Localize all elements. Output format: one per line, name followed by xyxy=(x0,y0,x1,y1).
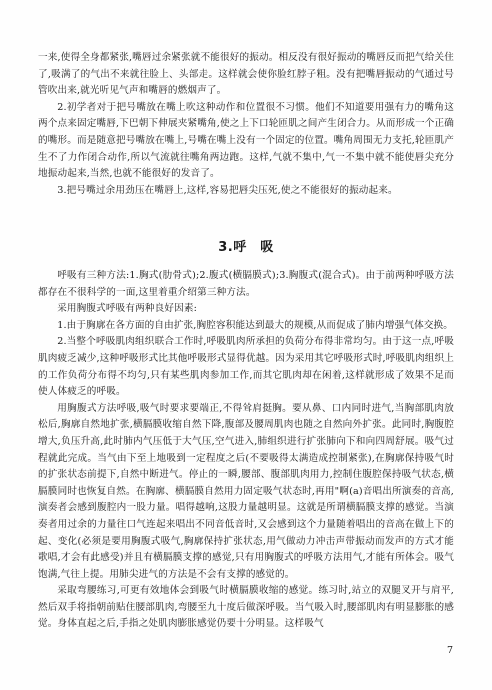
top-text-block xyxy=(38,50,454,199)
breathing-text-block xyxy=(38,268,454,633)
paragraph-good-factors: 采用胸腹式呼吸有两种良好因素: xyxy=(57,303,197,315)
paragraph-continuation: 一来,使得全身都紧张,嘴唇过余紧张就不能很好的振动。相反没有很好振动的嘴唇反而把气给关住了,吸满了的气出不来就往脸上、头部走。这样就会使你脸红脖子粗。没有把嘴唇振动的气通过号管吹出来,就光听见气声和嘴唇的燃烟声了。 xyxy=(38,52,454,97)
paragraph-point-2: 2.初学者对于把号嘴放在嘴上吹这种动作和位置很不习惯。他们不知道要用强有力的嘴角这两个点来固定嘴唇,下巴朝下伸展夹紧嘴角,使之上下口轮匝肌之间产生闭合力。从而形成一个正确的嘴形。而是随意把号嘴放在嘴上,号嘴在嘴上没有一个固定的位置。嘴角周围无力支托,轮匝肌产生不了力作闭合动作,所以气流就往嘴角两边跑。这样,气就不集中,气一不集中就不能使唇尖充分地振动起来,当然,也就不能很好的发音了。 xyxy=(38,101,454,180)
page-number: 7 xyxy=(446,645,453,656)
paragraph-chest-abdominal-method: 用胸腹式方法呼吸,吸气时要求要端正,不得耸肩挺胸。要从鼻、口内同时进气,当胸部肌肉放松后,胸廓自然地扩张,横膈膜收缩自然下降,腹部及腰周肌肉也随之自然向外扩张。此同时,胸腹腔增大,负压升高,此时肺内气压低于大气压,空气进入,肺组织进行扩张肺向下和向四周舒展。吸气过程就此完成。当气由下至上地吸到一定程度之后(不要吸得太满造成控制紧张),在胸廓保持吸气时的扩张状态前提下,自然中断进气。停止的一瞬,腰部、腹部肌肉用力,控制住腹腔保持吸气状态,横膈膜同时也恢复自然。在胸廓、横膈膜自然用力固定吸气状态时,再用"啊(a)音唱出所演奏的音高,演奏者会感到腹腔内一股力量。唱得越响,这股力量越明显。这就是所谓横膈膜支撑的感觉。当演奏者用过余的力量往口气连起来唱出不同音低音时,又会感到这个力量随着唱出的音高在做上下的起、变化(必须是要用胸腹式吸气,胸廓保持扩张状态,用气做动力冲击声带振动而发声的方式才能歌唱,才会有此感受)并且有横膈膜支撑的感觉,只有用胸腹式的呼吸方法用气,才能有所体会。吸气饱满,气往上提。用肺尖进气的方法是不会有支撑的感觉的。 xyxy=(38,402,454,580)
section-title: 3.呼 吸 xyxy=(218,240,274,255)
paragraph-bending-exercise: 采取弯腰练习,可更有效地体会到吸气时横膈膜收缩的感觉。练习时,站立的双腿叉开与肩平,然后双手将指朝前贴住腰部肌肉,弯腰至九十度后做深呼吸。当气吸入时,腰部肌肉有明显膨胀的感觉。身体直起之后,手指之处肌肉膨胀感觉仍要十分明显。这样吸气 xyxy=(38,585,454,630)
paragraph-factor-2: 2.当整个呼吸肌肉组织联合工作时,呼吸肌肉所承担的负荷分布得非常均匀。由于这一点,呼吸肌肉疲乏减少,这种呼吸形式比其他呼吸形式显得优越。因为采用其它呼吸形式时,呼吸肌肉组织上的工作负荷分布得不均匀,只有某些肌肉参加工作,而其它肌肉却在闲着,这样就形成了效果不足而使人体疲乏的呼吸。 xyxy=(38,336,454,398)
paragraph-point-3: 3.把号嘴过余用劲压在嘴唇上,这样,容易把唇尖压死,使之不能很好的振动起来。 xyxy=(57,184,398,196)
paragraph-breathing-methods: 呼吸有三种方法:1.胸式(肋骨式);2.腹式(横膈膜式);3.胸腹式(混合式)。由于前两种呼吸方法都存在不很科学的一面,这里着重介绍第三种方法。 xyxy=(38,270,454,298)
paragraph-factor-1: 1.由于胸廓在各方面的自由扩张,胸腔容积能达到最大的规模,从而促成了肺内增强气体交换。 xyxy=(57,319,454,331)
